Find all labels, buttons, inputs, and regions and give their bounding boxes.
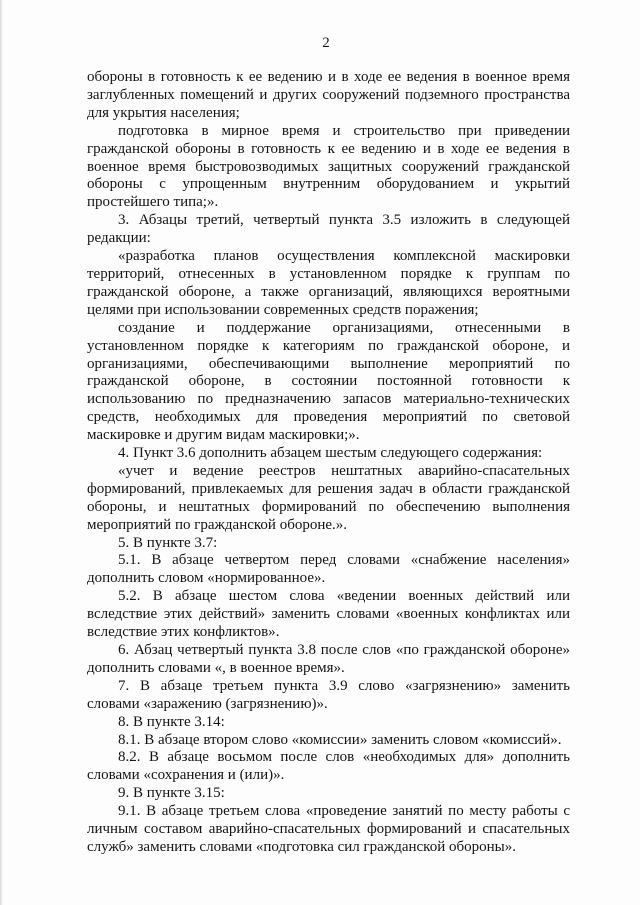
- paragraph-item-3: 3. Абзацы третий, четвертый пункта 3.5 изложить в следующей редакции:: [87, 212, 570, 247]
- paragraph-item-8-2: 8.2. В абзаце восьмом после слов «необходимых для» дополнить словами «сохранения и (или)».: [87, 749, 570, 784]
- paragraph-continuation: обороны в готовность к ее ведению и в ходе ее ведения в военное время заглубленных помещений и других сооружений подземного пространства для укрытия населения;: [87, 69, 570, 121]
- paragraph-item-5: 5. В пункте 3.7:: [118, 534, 218, 551]
- document-body: [87, 69, 570, 857]
- paragraph-shelters: подготовка в мирное время и строительство при приведении гражданской обороны в готовность к ее ведению и в ходе ее ведения в военное время быстровозводимых защитных сооружений гражданской обороны с упрощенным внутренним оборудованием и укрытий простейшего типа;».: [87, 122, 570, 211]
- scan-edge-shadow: [0, 0, 3, 905]
- paragraph-item-5-2: 5.2. В абзаце шестом слова «ведении военных действий или вследствие этих действий» заменить словами «военных конфликтах или вследствие этих конфликтов».: [87, 588, 570, 641]
- paragraph-item-4: 4. Пункт 3.6 дополнить абзацем шестым следующего содержания:: [118, 445, 543, 462]
- paragraph-registry: «учет и ведение реестров нештатных аварийно-спасательных формирований, привлекаемых для решения задач в области гражданской обороны, и нештатных формирований по обеспечению выполнения мероприятий по гражданской обороне.».: [87, 462, 570, 533]
- paragraph-item-7: 7. В абзаце третьем пункта 3.9 слово «загрязнению» заменить словами «заражению (загрязнению)».: [87, 677, 570, 712]
- paragraph-item-6: 6. Абзац четвертый пункта 3.8 после слов «по гражданской обороне» дополнить словами «, в военное время».: [87, 642, 570, 676]
- paragraph-item-9: 9. В пункте 3.15:: [118, 785, 225, 802]
- paragraph-camouflage-reserves: создание и поддержание организациями, отнесенными в установленном порядке к категориям по гражданской обороне, и организациями, обеспечивающими выполнение мероприятий по гражданской обороне, в состоянии постоянной готовности к использованию по предназначению запасов материально-технических средств, необходимых для проведения мероприятий по световой маскировке и другим видам маскировки;».: [87, 319, 570, 444]
- paragraph-item-5-1: 5.1. В абзаце четвертом перед словами «снабжение населения» дополнить словом «нормированное».: [87, 552, 570, 587]
- paragraph-item-9-1: 9.1. В абзаце третьем слова «проведение занятий по месту работы с личным составом аварийно-спасательных формирований и спасательных служб» заменить словами «подготовка сил гражданской обороны».: [87, 803, 570, 855]
- paragraph-item-8: 8. В пункте 3.14:: [118, 713, 225, 730]
- paragraph-camouflage-plans: «разработка планов осуществления комплексной маскировки территорий, отнесенных в установленном порядке к группам по гражданской обороне, а также организаций, являющихся вероятными целями при использовании современных средств поражения;: [87, 248, 570, 318]
- page-number: 2: [322, 35, 330, 51]
- paragraph-item-8-1: 8.1. В абзаце втором слово «комиссии» заменить словом «комиссий».: [118, 731, 562, 748]
